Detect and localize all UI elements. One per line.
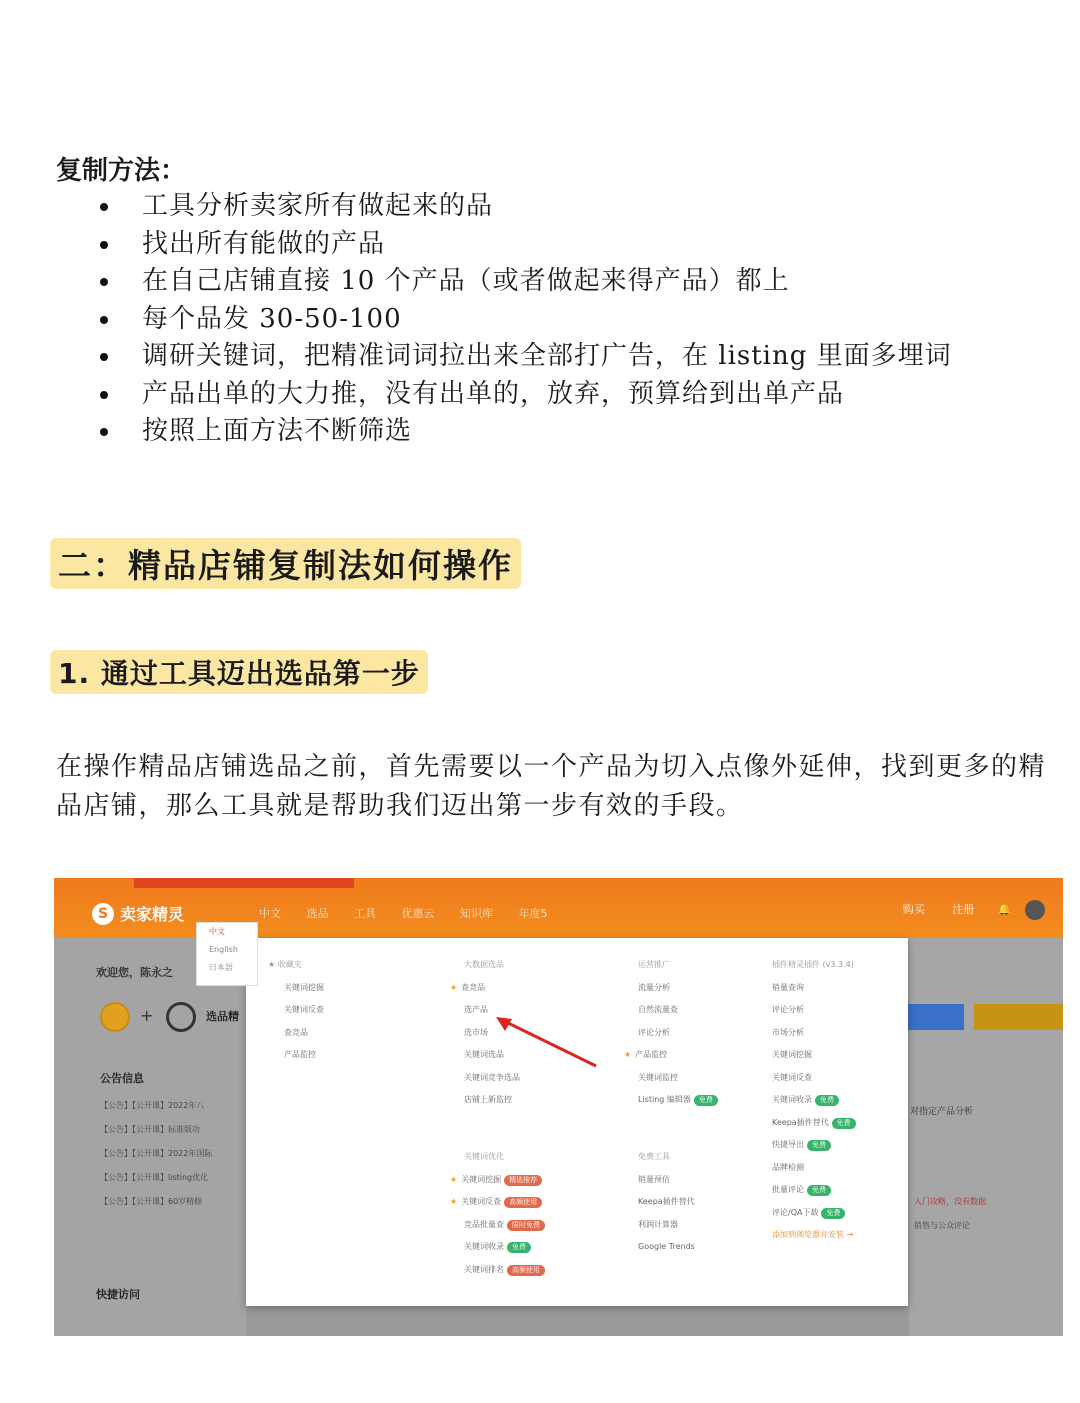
coin-icon [100, 1002, 130, 1032]
nav-item[interactable]: 选品 [306, 907, 329, 920]
notice-title: 公告信息 [100, 1072, 144, 1085]
nav-item[interactable]: 年度5 [518, 907, 548, 920]
menu-item-select-product[interactable]: 选产品 [464, 1005, 488, 1014]
badge: 免费 [821, 1208, 845, 1219]
menu-item[interactable]: 关键词收录 免费 [772, 1089, 856, 1112]
menu-item[interactable]: 利润计算器 [638, 1219, 678, 1229]
menu-item[interactable]: ★ 关键词挖掘 精选推荐 [450, 1169, 545, 1192]
badge: 免费 [832, 1118, 856, 1129]
action-button-gold[interactable] [974, 1004, 1063, 1030]
notice-item[interactable]: 【公告】【公开课】标准版功 [100, 1125, 200, 1134]
list-item: 产品出单的大力推，没有出单的，放弃，预算给到出单产品 [100, 376, 952, 414]
menu-item[interactable]: Keepa插件替代 [638, 1197, 695, 1206]
menu-item[interactable]: 批量评论 免费 [772, 1179, 856, 1202]
menu-column-plugin: 插件精灵插件 (v3.3.4) 销量查询 评论分析 市场分析 关键词挖掘 关键词反查 关键词收录 免费 Keepa插件替代 免费 快捷导出 免费 品牌检测 批量评论 免费 评论/QA下载 免费 添加到浏览器并安装 → [772, 954, 856, 1247]
badge: 免费 [807, 1185, 831, 1196]
plus-icon: + [140, 1006, 154, 1025]
list-item: 工具分析卖家所有做起来的品 [100, 188, 952, 226]
bullet-icon [100, 278, 108, 286]
welcome-text: 欢迎您，陈永之 [96, 966, 173, 979]
menu-item[interactable]: 关键词监控 [638, 1072, 678, 1082]
language-menu [196, 922, 258, 986]
menu-item[interactable]: 销量查询 [772, 982, 804, 992]
menu-item[interactable]: Listing 编辑器 免费 [624, 1089, 718, 1112]
menu-item[interactable]: 流量分析 [638, 982, 670, 992]
badge: 精选推荐 [504, 1175, 542, 1186]
buy-link[interactable]: 购买 [902, 903, 925, 916]
logo-text[interactable]: 卖家精灵 [120, 905, 185, 924]
lang-option[interactable]: 日本語 [209, 963, 233, 972]
list-item: 按照上面方法不断筛选 [100, 413, 952, 451]
embedded-screenshot [54, 878, 1063, 1336]
list-item: 调研关键词，把精准词词拉出来全部打广告，在 listing 里面多埋词 [100, 338, 952, 376]
menu-item[interactable]: 销量预估 [638, 1174, 670, 1184]
list-item: 每个品发 30-50-100 [100, 301, 952, 339]
notice-item[interactable]: 【公告】【公开课】60岁精修 [100, 1197, 203, 1206]
target-icon [166, 1002, 196, 1032]
menu-column-favorites: ★ 收藏夹 关键词挖掘 关键词反查 查竞品 产品监控 [268, 954, 324, 1067]
bullet-icon [100, 241, 108, 249]
dashboard-right [909, 938, 1063, 1336]
list-item: 在自己店铺直接 10 个产品（或者做起来得产品）都上 [100, 263, 952, 301]
menu-item[interactable]: 快捷导出 免费 [772, 1134, 856, 1157]
bell-icon[interactable]: 🔔 [997, 903, 1012, 916]
nav-item[interactable]: 优惠云 [401, 907, 435, 920]
menu-column-big-data: 大数据选品 ★ 查竞品 选产品 选市场 关键词选品 关键词竞争选品 店铺上新监控 [450, 954, 520, 1112]
menu-item[interactable]: 产品监控 [284, 1050, 316, 1059]
right-text: 销售与公众评论 [914, 1221, 970, 1230]
bullet-icon [100, 391, 108, 399]
menu-item[interactable]: 查竞品 [284, 1027, 308, 1037]
menu-item[interactable]: ★ 关键词反查 高频使用 [450, 1191, 545, 1214]
menu-item[interactable]: 竞品批量查 限时免费 [450, 1214, 545, 1237]
menu-column-free-tools: 免费工具 销量预估 Keepa插件替代 利润计算器 Google Trends [624, 1146, 695, 1259]
method-steps-list [100, 188, 952, 451]
nav-item[interactable]: 知识库 [460, 907, 493, 920]
menu-item[interactable]: 关键词挖掘 [284, 982, 324, 992]
notice-item[interactable]: 【公告】【公开课】listing优化 [100, 1173, 209, 1182]
menu-item[interactable]: 自然流量查 [638, 1005, 678, 1014]
bullet-icon [100, 428, 108, 436]
nav-item[interactable]: 工具 [354, 907, 376, 920]
list-item: 找出所有能做的产品 [100, 226, 952, 264]
menu-item[interactable]: ★ 查竞品 [450, 977, 520, 1000]
method-label: 复制方法： [56, 156, 187, 186]
nav-item[interactable]: 中文 [259, 907, 281, 920]
menu-item[interactable]: 评论分析 [638, 1027, 670, 1037]
right-text: 入门攻略，没有数据 [914, 1197, 986, 1206]
main-nav [259, 905, 570, 921]
menu-item[interactable]: 选市场 [464, 1027, 488, 1037]
notice-item[interactable]: 【公告】【公开课】2022年国际 [100, 1149, 213, 1158]
install-plugin-link[interactable]: 添加到浏览器并安装 → [772, 1230, 854, 1239]
badge: 免费 [815, 1095, 839, 1106]
lang-option[interactable]: 中文 [209, 927, 225, 936]
brand-text: 选品精 [206, 1010, 239, 1023]
badge: 免费 [694, 1095, 718, 1106]
logo-icon: S [92, 903, 114, 925]
menu-item[interactable]: 关键词反查 [772, 1072, 812, 1082]
menu-item[interactable]: 品牌检测 [772, 1162, 804, 1172]
action-button-blue[interactable] [906, 1004, 964, 1030]
intro-paragraph: 在操作精品店铺选品之前，首先需要以一个产品为切入点像外延伸，找到更多的精品店铺，那么工具就是帮助我们迈出第一步有效的手段。 [56, 752, 1047, 821]
menu-item[interactable]: 关键词反查 [284, 1005, 324, 1014]
menu-item[interactable]: Keepa插件替代 免费 [772, 1112, 856, 1135]
menu-item[interactable]: 店铺上新监控 [464, 1095, 512, 1104]
tools-dropdown-menu [246, 938, 908, 1306]
top-right-links [903, 900, 1045, 920]
menu-column-operations: 运营推广 流量分析 自然流量查 评论分析 ★ 产品监控 关键词监控 Listing 编辑器 免费 [624, 954, 718, 1112]
menu-item[interactable]: 评论分析 [772, 1005, 804, 1014]
badge: 限时免费 [507, 1220, 545, 1231]
dashboard-left [54, 938, 246, 1336]
menu-item[interactable]: 市场分析 [772, 1027, 804, 1037]
notice-item[interactable]: 【公告】【公开课】2022年八 [100, 1101, 205, 1110]
menu-item[interactable]: 关键词竞争选品 [464, 1072, 520, 1082]
badge: 高频使用 [504, 1197, 542, 1208]
menu-item[interactable]: 关键词收录 免费 [450, 1236, 545, 1259]
register-link[interactable]: 注册 [952, 903, 975, 916]
badge: 免费 [807, 1140, 831, 1151]
red-arrow-icon [246, 938, 908, 1306]
bullet-icon [100, 316, 108, 324]
avatar[interactable] [1025, 900, 1045, 920]
badge: 高频使用 [507, 1265, 545, 1276]
menu-item[interactable]: 评论/QA下载 免费 [772, 1202, 856, 1225]
menu-item[interactable]: Google Trends [638, 1242, 695, 1251]
quick-access-title: 快捷访问 [96, 1288, 140, 1301]
bullet-icon [100, 203, 108, 211]
sub-heading: 1. 通过工具迈出选品第一步 [50, 650, 428, 694]
menu-item[interactable]: ★ 产品监控 [624, 1044, 718, 1067]
right-text: 对指定产品分析 [910, 1107, 974, 1117]
badge: 免费 [507, 1242, 531, 1253]
menu-item[interactable]: 关键词选品 [464, 1050, 504, 1059]
bullet-icon [100, 353, 108, 361]
section-heading: 二：精品店铺复制法如何操作 [50, 538, 521, 589]
menu-item[interactable]: 关键词挖掘 [772, 1050, 812, 1059]
banner-strip [134, 878, 354, 888]
lang-option[interactable]: English [209, 945, 238, 954]
menu-item[interactable]: 关键词排名 高频使用 [450, 1259, 545, 1282]
menu-column-keywords: 关键词优化 ★ 关键词挖掘 精选推荐 ★ 关键词反查 高频使用 竞品批量查 限时免费 关键词收录 免费 关键词排名 高频使用 [450, 1146, 545, 1281]
